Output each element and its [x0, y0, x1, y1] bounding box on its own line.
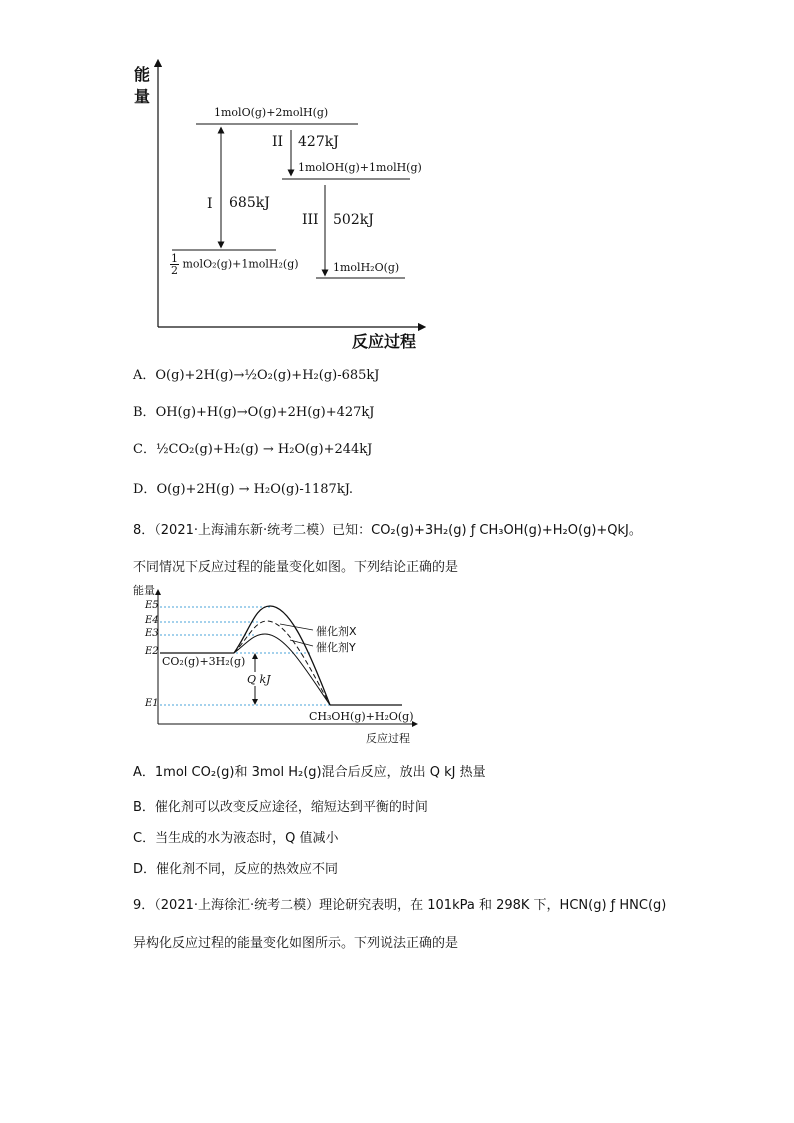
level-top-label: 1molO(g)+2molH(g) [214, 106, 329, 119]
fig2-y-axis-label: 能量 [133, 584, 155, 597]
step3-label: III [302, 212, 319, 228]
y-axis-label [134, 64, 150, 108]
e2-label: E2 [145, 646, 159, 657]
e5-label: E5 [145, 600, 159, 611]
q8-stem-line2: 不同情况下反应过程的能量变化如图。下列结论正确的是 [133, 560, 459, 575]
e3-label: E3 [145, 628, 159, 639]
option-text: 催化剂不同，反应的热效应不同 [156, 862, 339, 877]
e1-label: E1 [145, 698, 159, 709]
step2-value: 427kJ [298, 134, 339, 150]
option-letter: B． [133, 800, 155, 815]
q8-option-b [133, 796, 428, 815]
option-letter: C． [133, 442, 156, 457]
q8-option-a [133, 761, 486, 780]
option-letter: D． [133, 862, 157, 877]
option-text: 1mol CO₂(g)和 3mol H₂(g)混合后反应，放出 Q kJ 热量 [154, 765, 486, 780]
step1-label: I [207, 196, 213, 212]
q8-stem-line1: 8．（2021·上海浦东新·统考二模）已知：CO₂(g)+3H₂(g) ƒ CH₃OH(g)+H₂O(g)+QkJ。 [133, 523, 642, 538]
level-left-text: molO₂(g)+1molH₂(g) [182, 257, 299, 271]
option-text: OH(g)+H(g)→O(g)+2H(g)+427kJ [155, 405, 375, 420]
q7-option-c [133, 438, 372, 457]
fig2-x-axis-label: 反应过程 [366, 732, 410, 745]
half-fraction: $\frac{1}{2}$ [171, 252, 178, 277]
option-text: 催化剂可以改变反应途径，缩短达到平衡的时间 [154, 800, 428, 815]
e4-label: E4 [145, 615, 159, 626]
q8-option-c [133, 827, 338, 846]
level-left-label [170, 253, 299, 276]
products-label: CH₃OH(g)+H₂O(g) [309, 710, 414, 723]
uncatalyzed-curve [234, 606, 330, 705]
option-letter: C． [133, 831, 156, 846]
step1-value: 685kJ [229, 195, 270, 211]
q8-option-d [133, 858, 338, 877]
option-text: O(g)+2H(g) → H₂O(g)-1187kJ. [156, 482, 354, 497]
catalyst-y-label: 催化剂Y [316, 641, 356, 654]
q-label: Q kJ [247, 673, 271, 686]
energy-level-diagram [120, 55, 440, 355]
level-mid-label: 1molOH(g)+1molH(g) [298, 161, 422, 174]
option-letter: A． [133, 765, 155, 780]
step2-label: II [272, 134, 284, 150]
q9-stem-line1: 9．（2021·上海徐汇·统考二模）理论研究表明，在 101kPa 和 298K 下，HCN(g) ƒ HNC(g) [133, 898, 667, 913]
q7-option-a [133, 364, 380, 383]
catalyst-y-leader [290, 640, 313, 646]
option-letter: A． [133, 368, 156, 383]
level-bottom-label: 1molH₂O(g) [333, 261, 400, 274]
q7-option-b [133, 401, 375, 420]
y-axis-label-char: 能 [134, 65, 151, 84]
y-axis-label-char: 量 [134, 87, 151, 106]
catalyst-x-label: 催化剂X [316, 625, 357, 638]
q7-option-d [133, 478, 353, 497]
reactants-label: CO₂(g)+3H₂(g) [162, 655, 246, 668]
step3-value: 502kJ [333, 212, 374, 228]
option-text: ½CO₂(g)+H₂(g) → H₂O(g)+244kJ [155, 442, 373, 457]
option-text: 当生成的水为液态时，Q 值减小 [155, 831, 339, 846]
option-text: O(g)+2H(g)→½O₂(g)+H₂(g)-685kJ [155, 368, 380, 383]
option-letter: B． [133, 405, 156, 420]
option-letter: D． [133, 482, 157, 497]
q9-stem-line2: 异构化反应过程的能量变化如图所示。下列说法正确的是 [133, 936, 459, 951]
x-axis-label: 反应过程 [352, 332, 417, 351]
